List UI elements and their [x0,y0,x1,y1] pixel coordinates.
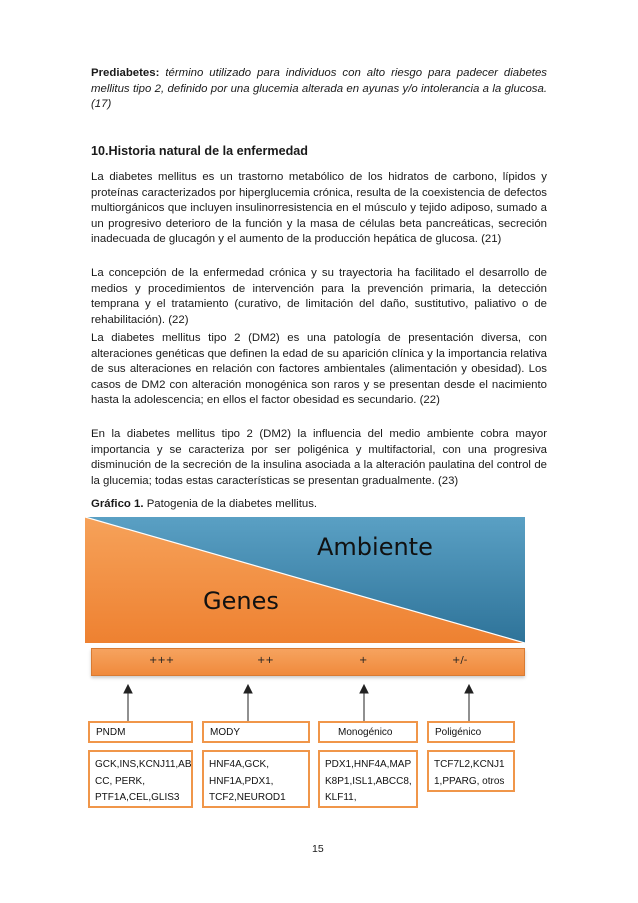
genes-pndm [88,750,193,808]
scale-label-high: +++ [149,655,175,666]
gene-line: K8P1,ISL1,ABCC8, [325,775,412,787]
gene-line: KLF11, [325,792,357,803]
genes-label: Genes [203,587,279,615]
gene-line: PDX1,HNF4A,MAP [325,759,412,770]
gene-line: TCF2,NEUROD1 [209,792,286,803]
gene-line: PTF1A,CEL,GLIS3 [95,792,180,803]
prediabetes-term: Prediabetes: [91,67,160,79]
gene-line: GCK,INS,KCNJ11,AB [95,759,192,770]
gene-line: 1,PPARG, otros [434,775,505,787]
figure-caption-label: Gráfico 1. [91,498,144,510]
gene-line: HNF1A,PDX1, [209,775,274,787]
environment-label: Ambiente [317,533,433,561]
section-heading: 10.Historia natural de la enfermedad [91,144,308,158]
gene-line: CC, PERK, [95,775,146,787]
genes-monogenic [318,750,418,808]
arrows [124,685,473,721]
paragraph-1: La diabetes mellitus es un trastorno metabólico de los hidratos de carbono, lípidos y proteínas caracterizados por hiperglucemia crónica, resulta de la coexistencia de defectos multiorgánicos que incluyen insulinorresistencia en el músculo y tejido adiposo, sumado a un progresivo deterioro de la función y la masa de células beta pancreáticas, secreción inadecuada de glucagón y el aumento de la producción hepática de glucosa. (21) [91,171,547,246]
category-polygenic: Poligénico [427,721,515,743]
genes-polygenic [427,750,515,792]
category-monogenic: Monogénico [318,721,418,743]
prediabetes-definition [91,66,547,113]
gene-line: HNF4A,GCK, [209,759,270,770]
figure-caption [91,498,317,510]
scale-label-medium: ++ [257,655,274,666]
paragraph-3: La diabetes mellitus tipo 2 (DM2) es una patología de presentación diversa, con alteraciones genéticas que definen la edad de su aparición clínica y la importancia relativa de sus alteraciones en relación con factores ambientales (alimentación y obesidad). Los casos de DM2 con alteración monogénica son raros y se presentan desde el nacimiento hasta la adolescencia; en ellos el factor obesidad es secundario. (22) [91,332,547,407]
scale-label-low: + [359,655,368,666]
figure-caption-text: Patogenia de la diabetes mellitus. [143,498,318,510]
category-mody: MODY [202,721,310,743]
page-number: 15 [312,843,324,855]
scale-label-minimal: +/- [452,655,468,666]
category-pndm: PNDM [88,721,193,743]
paragraph-2: La concepción de la enfermedad crónica y su trayectoria ha facilitado el desarrollo de medios y procedimientos de intervención para la prevención primaria, la detección temprana y el tratamiento (curativo, de limitación del daño, sustitutivo, paliativo o de rehabilitación). (22) [91,267,547,326]
gene-influence-scale [91,648,525,676]
paragraph-4: En la diabetes mellitus tipo 2 (DM2) la influencia del medio ambiente cobra mayor importancia y se caracteriza por ser poligénica y multifactorial, con una progresiva disminución de la secreción de la insulina asociada a la alteración paulatina del control de la glucemia; todas estas características se presentan gradualmente. (23) [91,428,547,487]
prediabetes-text: término utilizado para individuos con alto riesgo para padecer diabetes mellitus tipo 2, definido por una glucemia alterada en ayunas y/o intolerancia a la glucosa. (17) [91,67,547,111]
genes-mody [202,750,310,808]
pathogenesis-figure [85,515,525,835]
gene-line: TCF7L2,KCNJ1 [434,759,505,770]
